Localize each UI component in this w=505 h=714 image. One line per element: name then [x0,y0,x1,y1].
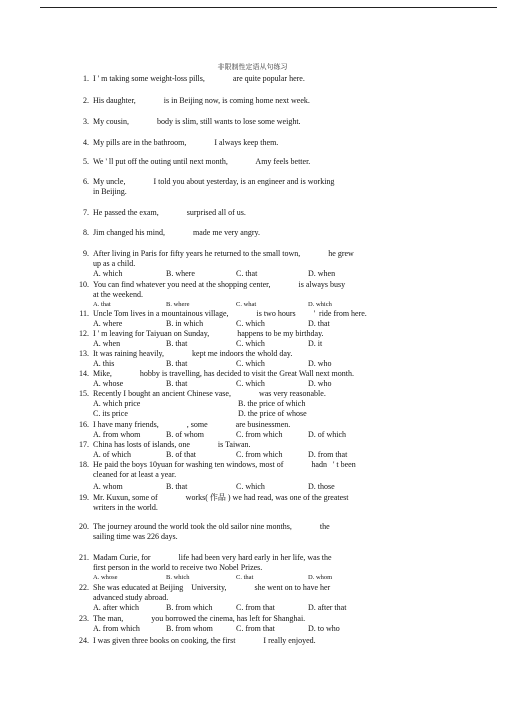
question-number: 18. [79,460,89,469]
answer-option: D. whom [308,574,333,581]
question-number: 1. [83,74,89,83]
question-text: He passed the exam, surprised all of us. [93,208,246,217]
question-number: 22. [79,583,89,592]
question-text: I have many friends, , some are businessmen. [93,420,291,429]
answer-option: A. this [93,359,115,368]
question-text: Madam Curie, for life had been very hard early in her life, was the [93,553,332,562]
question-number: 20. [79,522,89,531]
question-text-continued: first person in the world to receive two Nobel Prizes. [93,563,263,572]
question-number: 16. [79,420,89,429]
question-text: Mr. Kuxun, some of works( 作品 ) we had read, was one of the greatest [93,493,349,502]
answer-option: A. when [93,339,121,348]
answer-option: B. that [166,482,188,491]
question-number: 19. [79,493,89,502]
answer-option: A. where [93,319,123,328]
question-text: It was raining heavily, kept me indoors the whold day. [93,349,293,358]
question-text: I ' m leaving for Taiyuan on Sunday, happens to be my birthday. [93,329,324,338]
question-text: Mike, hobby is travelling, has decided to visit the Great Wall next month. [93,369,354,378]
answer-option: D. it [308,339,323,348]
question-number: 15. [79,389,89,398]
question-number: 4. [83,138,89,147]
question-text: She was educated at Beijing University, she went on to have her [93,583,331,592]
question-text-continued: up as a child. [93,259,136,268]
answer-option: A. of which [93,450,131,459]
answer-option: B. that [166,359,188,368]
question-text: Jim changed his mind, made me very angry. [93,228,260,237]
answer-option: B. where [166,301,190,308]
answer-option: D. that [308,319,330,328]
question-number: 7. [83,208,89,217]
answer-option: C. from that [236,624,275,633]
question-number: 10. [79,280,89,289]
question-text-continued: sailing time was 226 days. [93,532,178,541]
question-number: 24. [79,636,89,645]
question-text: You can find whatever you need at the shopping center, is always busy [93,280,346,289]
answer-option: B. where [166,269,195,278]
answer-option: A. from whom [93,430,141,439]
page-title: 非限制性定语从句练习 [217,63,288,71]
answer-option: C. which [236,482,265,491]
question-number: 11. [79,309,89,318]
answer-option: C. from which [236,450,283,459]
answer-option: C. its price [93,409,128,418]
question-number: 17. [79,440,89,449]
question-number: 8. [83,228,89,237]
answer-option: A. whose [93,379,124,388]
question-text-continued: writers in the world. [93,503,158,512]
question-text: My uncle, I told you about yesterday, is an engineer and is working [93,177,335,186]
question-number: 2. [83,96,89,105]
answer-option: C. which [236,359,265,368]
question-text-continued: advanced study abroad. [93,593,169,602]
question-text: After living in Paris for fifty years he returned to the small town, he grew [93,249,354,258]
answer-option: A. that [93,301,111,308]
answer-option: C. what [236,301,257,308]
question-text: His daughter, is in Beijing now, is coming home next week. [93,96,310,105]
answer-option: C. that [236,574,254,581]
answer-option: B. from whom [166,624,213,633]
answer-option: B. of whom [166,430,204,439]
question-text: My pills are in the bathroom, I always keep them. [93,138,279,147]
question-text: We ' ll put off the outing until next month, Amy feels better. [93,157,311,166]
question-number: 5. [83,157,89,166]
answer-option: A. after which [93,603,139,612]
answer-option: C. from which [236,430,283,439]
answer-option: A. which price [93,399,141,408]
answer-option: D. from that [308,450,348,459]
question-number: 3. [83,117,89,126]
answer-option: D. who [308,359,332,368]
answer-option: B. the price of which [238,399,306,408]
question-number: 12. [79,329,89,338]
answer-option: B. of that [166,450,196,459]
question-text: The man, you borrowed the cinema, has left for Shanghai. [93,614,306,623]
answer-option: D. which [308,301,332,308]
answer-option: B. that [166,379,188,388]
question-number: 13. [79,349,89,358]
question-number: 23. [79,614,89,623]
answer-option: A. from which [93,624,140,633]
answer-option: D. who [308,379,332,388]
question-number: 21. [79,553,89,562]
question-number: 6. [83,177,89,186]
answer-option: C. which [236,379,265,388]
answer-option: C. that [236,269,258,278]
question-number: 9. [83,249,89,258]
answer-option: D. after that [308,603,347,612]
answer-option: B. in which [166,319,204,328]
answer-option: A. whom [93,482,123,491]
answer-option: C. from that [236,603,275,612]
question-number: 14. [79,369,89,378]
question-text-continued: cleaned for at least a year. [93,470,177,479]
answer-option: D. of which [308,430,346,439]
answer-option: C. which [236,339,265,348]
answer-option: A. whose [93,574,118,581]
question-text: China has losts of islands, one is Taiwan. [93,440,251,449]
question-text-continued: in Beijing. [93,187,127,196]
question-text: Uncle Tom lives in a mountainous village, is two hours ' ride from here. [93,309,367,318]
question-text: I was given three books on cooking, the first I really enjoyed. [93,636,316,645]
answer-option: B. that [166,339,188,348]
question-text-continued: at the weekend. [93,290,143,299]
answer-option: C. which [236,319,265,328]
answer-option: D. the price of whose [238,409,307,418]
question-text: The journey around the world took the old sailor nine months, the [93,522,330,531]
answer-option: D. when [308,269,336,278]
question-text: He paid the boys 10yuan for washing ten windows, most of hadn ' t been [93,460,356,469]
answer-option: B. from which [166,603,213,612]
question-text: Recently I bought an ancient Chinese vase, was very reasonable. [93,389,326,398]
answer-option: D. those [308,482,335,491]
answer-option: A. which [93,269,123,278]
answer-option: B. which [166,574,190,581]
answer-option: D. to who [308,624,340,633]
header-rule [40,7,497,8]
question-text: My cousin, body is slim, still wants to lose some weight. [93,117,301,126]
question-text: I ' m taking some weight-loss pills, are quite popular here. [93,74,305,83]
